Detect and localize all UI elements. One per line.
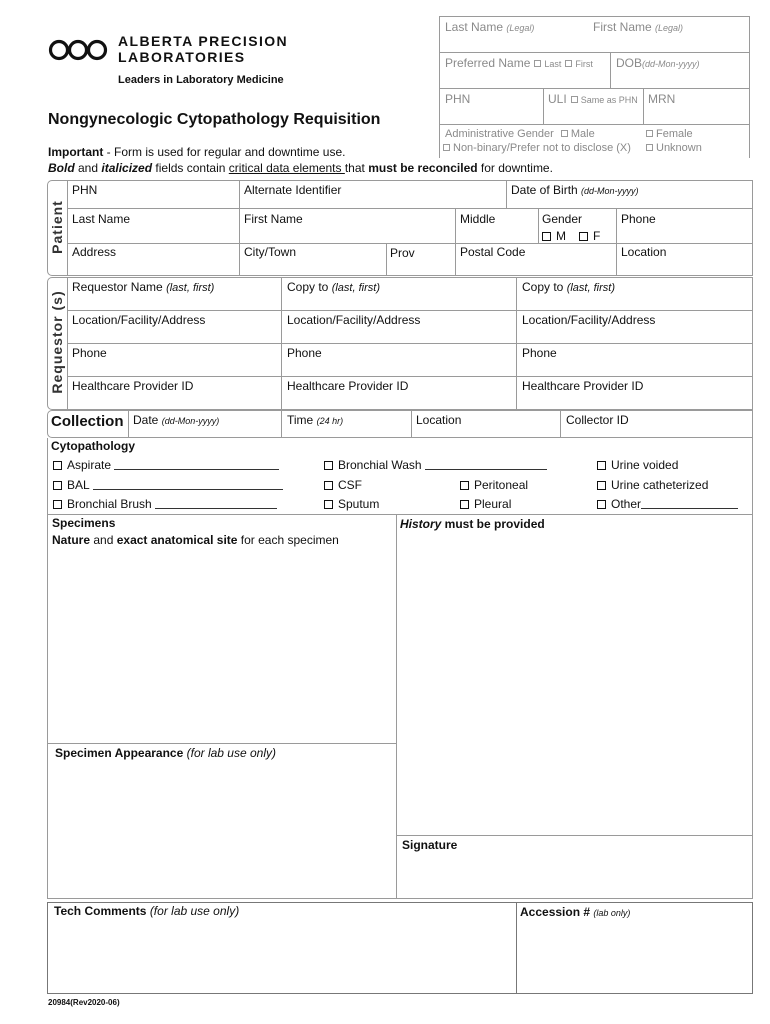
patient-phone-field[interactable]: Phone [621, 212, 656, 226]
id-uli: ULI Same as PHN [548, 92, 638, 106]
id-first-name-label: First Name (Legal) [593, 20, 684, 34]
specimen-appearance-title: Specimen Appearance (for lab use only) [55, 746, 276, 760]
copy2-location-field[interactable]: Location/Facility/Address [522, 313, 656, 327]
patient-address-field[interactable]: Address [72, 245, 117, 259]
logo-line1: ALBERTA PRECISION [118, 33, 289, 49]
urine-voided-option[interactable]: Urine voided [597, 458, 678, 472]
copy1-hcp-id-field[interactable]: Healthcare Provider ID [287, 379, 409, 393]
patient-postal-field[interactable]: Postal Code [460, 245, 526, 259]
id-phn: PHN [445, 92, 471, 106]
bronchial-wash-checkbox[interactable] [324, 461, 333, 470]
bronchial-brush-checkbox[interactable] [53, 500, 62, 509]
history-input[interactable] [397, 533, 751, 834]
other-checkbox[interactable] [597, 500, 606, 509]
gender-unknown-checkbox[interactable] [646, 144, 653, 151]
pref-first-checkbox[interactable] [565, 60, 572, 67]
id-mrn: MRN [648, 92, 676, 106]
copy-to-2-field[interactable]: Copy to (last, first) [522, 280, 615, 294]
accession-input[interactable] [517, 920, 752, 993]
id-unknown: Unknown [642, 142, 702, 154]
patient-gender-options: M F [542, 229, 600, 243]
csf-checkbox[interactable] [324, 481, 333, 490]
collection-title: Collection [51, 413, 124, 430]
urine-voided-checkbox[interactable] [597, 461, 606, 470]
peritoneal-checkbox[interactable] [460, 481, 469, 490]
id-dob: DOB(dd-Mon-yyyy) [616, 56, 700, 70]
other-option[interactable]: Other [597, 497, 738, 511]
peritoneal-option[interactable]: Peritoneal [460, 478, 528, 492]
id-preferred-name: Preferred Name Last First [445, 56, 593, 70]
specimen-appearance-input[interactable] [48, 762, 395, 897]
note-that: that [344, 161, 369, 175]
history-title: History must be provided [400, 517, 545, 531]
patient-city-field[interactable]: City/Town [244, 245, 297, 259]
gender-female-checkbox[interactable] [646, 130, 653, 137]
csf-option[interactable]: CSF [324, 478, 362, 492]
copy2-hcp-id-field[interactable]: Healthcare Provider ID [522, 379, 644, 393]
patient-prov-field[interactable]: Prov [390, 246, 415, 260]
requestor-side-label: Requestor (s) [49, 290, 65, 394]
note-end: for downtime. [477, 161, 553, 175]
note-and: and [74, 161, 102, 175]
pleural-option[interactable]: Pleural [460, 497, 511, 511]
form-number: 20984(Rev2020-06) [48, 998, 120, 1007]
id-nonbinary: Non-binary/Prefer not to disclose (X) [443, 142, 631, 154]
note-mid: fields contain [152, 161, 229, 175]
critical-note [48, 161, 553, 175]
requestor-location-field[interactable]: Location/Facility/Address [72, 313, 206, 327]
note-underline: critical data elements [228, 161, 345, 175]
id-admin-gender: Administrative Gender Male [445, 128, 595, 140]
accession-title: Accession # (lab only) [520, 905, 631, 919]
gender-m-checkbox[interactable] [542, 232, 551, 241]
pref-last-checkbox[interactable] [534, 60, 541, 67]
urine-cath-option[interactable]: Urine catheterized [597, 478, 708, 492]
patient-gender-label: Gender [542, 212, 583, 226]
id-last-name-label: Last Name (Legal) [445, 20, 535, 34]
requestor-hcp-id-field[interactable]: Healthcare Provider ID [72, 379, 194, 393]
important-text: - Form is used for regular and downtime use. [103, 145, 346, 159]
patient-middle-field[interactable]: Middle [460, 212, 496, 226]
requestor-name-field[interactable]: Requestor Name (last, first) [72, 280, 215, 294]
important-note [48, 145, 345, 159]
patient-side-label: Patient [49, 200, 65, 254]
specimens-instruction: Nature and exact anatomical site for each specimen [52, 533, 339, 547]
urine-cath-checkbox[interactable] [597, 481, 606, 490]
copy1-location-field[interactable]: Location/Facility/Address [287, 313, 421, 327]
logo-rings-icon [48, 38, 108, 62]
collection-location-field[interactable]: Location [416, 413, 462, 427]
aspirate-checkbox[interactable] [53, 461, 62, 470]
collection-time-field[interactable]: Time (24 hr) [287, 413, 344, 427]
aspirate-option[interactable]: Aspirate [53, 458, 279, 472]
form-title: Nongynecologic Cytopathology Requisition [48, 111, 381, 128]
bal-option[interactable]: BAL [53, 478, 283, 492]
tech-comments-input[interactable] [48, 920, 515, 993]
collector-id-field[interactable]: Collector ID [566, 413, 629, 427]
patient-dob-field[interactable]: Date of Birth (dd-Mon-yyyy) [511, 183, 639, 197]
patient-location-field[interactable]: Location [621, 245, 667, 259]
patient-first-name-field[interactable]: First Name [244, 212, 303, 226]
signature-input[interactable] [397, 854, 751, 897]
patient-phn-field[interactable]: PHN [72, 183, 98, 197]
sputum-checkbox[interactable] [324, 500, 333, 509]
important-label: Important [48, 145, 104, 159]
patient-last-name-field[interactable]: Last Name [72, 212, 131, 226]
collection-date-field[interactable]: Date (dd-Mon-yyyy) [133, 413, 220, 427]
note-italicized: italicized [101, 161, 153, 175]
signature-label: Signature [402, 838, 458, 852]
gender-f-checkbox[interactable] [579, 232, 588, 241]
pleural-checkbox[interactable] [460, 500, 469, 509]
bronchial-brush-option[interactable]: Bronchial Brush [53, 497, 277, 511]
specimens-input[interactable] [48, 550, 395, 742]
patient-alt-id-field[interactable]: Alternate Identifier [244, 183, 342, 197]
note-must: must be reconciled [368, 161, 478, 175]
gender-male-checkbox[interactable] [561, 130, 568, 137]
sputum-option[interactable]: Sputum [324, 497, 379, 511]
copy2-phone-field[interactable]: Phone [522, 346, 557, 360]
bronchial-wash-option[interactable]: Bronchial Wash [324, 458, 547, 472]
logo-line2: LABORATORIES [118, 49, 246, 65]
note-bold: Bold [48, 161, 75, 175]
tech-comments-title: Tech Comments (for lab use only) [54, 904, 240, 918]
requestor-phone-field[interactable]: Phone [72, 346, 107, 360]
specimens-title: Specimens [52, 516, 116, 530]
cytopathology-title: Cytopathology [51, 439, 135, 453]
id-female: Female [642, 128, 693, 140]
copy1-phone-field[interactable]: Phone [287, 346, 322, 360]
bal-checkbox[interactable] [53, 481, 62, 490]
copy-to-1-field[interactable]: Copy to (last, first) [287, 280, 380, 294]
uli-same-checkbox[interactable] [571, 96, 578, 103]
gender-x-checkbox[interactable] [443, 144, 450, 151]
tagline: Leaders in Laboratory Medicine [118, 74, 284, 86]
